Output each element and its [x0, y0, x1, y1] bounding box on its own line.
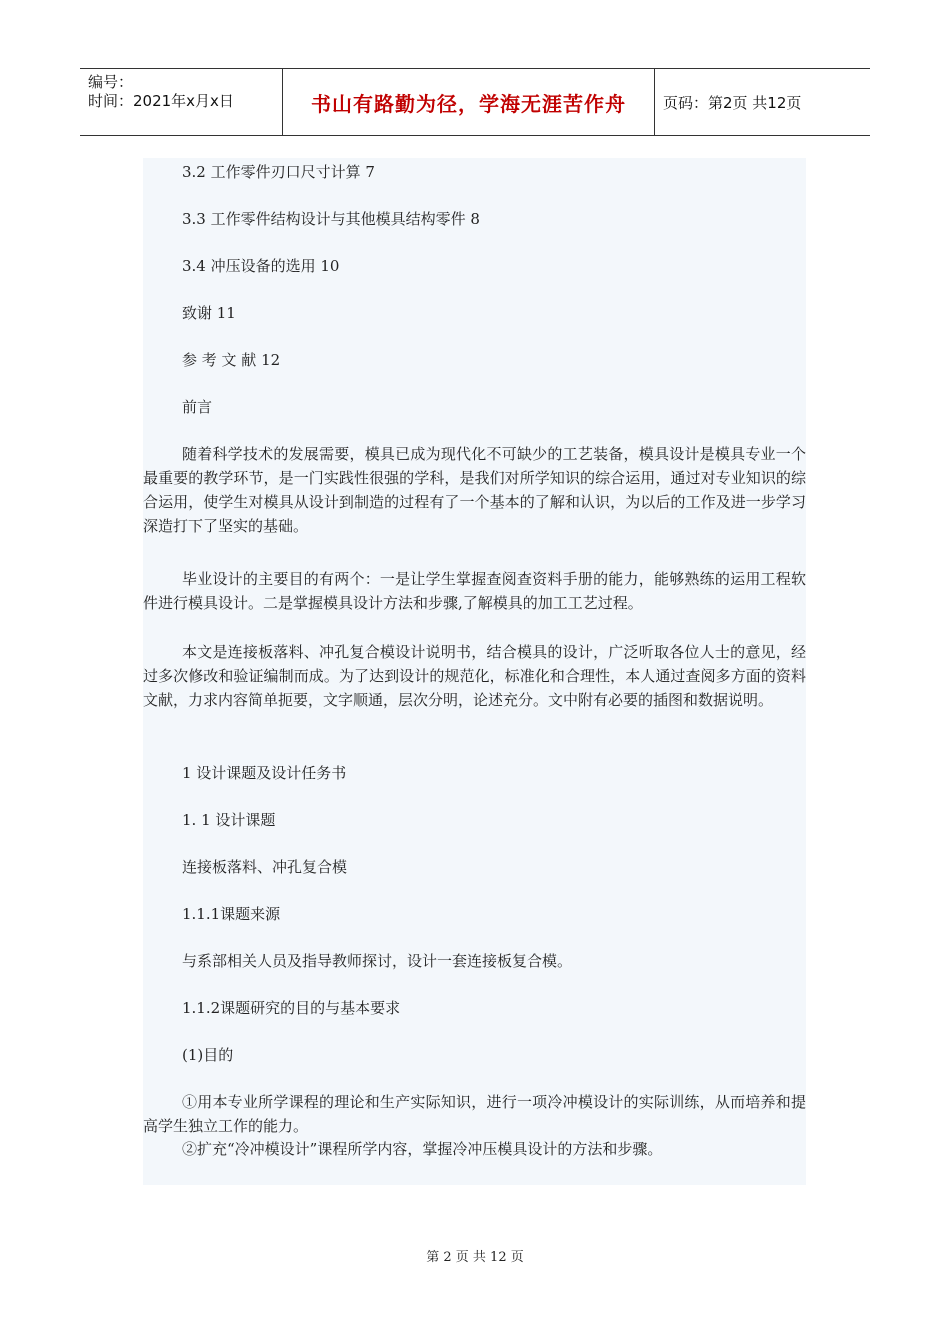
preface-paragraph: 本文是连接板落料、冲孔复合模设计说明书，结合模具的设计，广泛听取各位人士的意见，经过多次修改和验证编制而成。为了达到设计的规范化，标准化和合理性，本人通过查阅多方面的资料文献，力求内容简单扼要，文字顺通，层次分明，论述充分。文中附有必要的插图和数据说明。 [143, 643, 806, 709]
section-heading: 1.1.2课题研究的目的与基本要求 [182, 999, 401, 1017]
section-text: 与系部相关人员及指导教师探讨，设计一套连接板复合模。 [182, 952, 573, 970]
purpose-item: ②扩充“冷冲模设计”课程所学内容，掌握冷冲压模具设计的方法和步骤。 [182, 1140, 663, 1158]
document-time-label: 时间：2021年x月x日 [88, 92, 234, 110]
purpose-item: ①用本专业所学课程的理论和生产实际知识，进行一项冷冲模设计的实际训练，从而培养和提高学生独立工作的能力。 [143, 1093, 806, 1135]
toc-entry: 参 考 文 献 12 [182, 351, 281, 369]
header-page-info: 页码：第2页 共12页 [663, 93, 802, 112]
header-motto: 书山有路勤为径，学海无涯苦作舟 [282, 69, 655, 135]
header-meta [80, 69, 282, 135]
section-text: 连接板落料、冲孔复合模 [182, 858, 348, 876]
document-number-label: 编号： [88, 73, 134, 91]
document-header [80, 68, 870, 136]
section-heading: 1 设计课题及设计任务书 [182, 764, 347, 782]
toc-entry: 致谢 11 [182, 304, 236, 322]
document-body [143, 158, 806, 1185]
section-heading: 1. 1 设计课题 [182, 811, 276, 829]
preface-paragraph: 随着科学技术的发展需要，模具已成为现代化不可缺少的工艺装备，模具设计是模具专业一个最重要的教学环节，是一门实践性很强的学科，是我们对所学知识的综合运用，通过对专业知识的综合运用，使学生对模具从设计到制造的过程有了一个基本的了解和认识，为以后的工作及进一步学习深造打下了坚实的基础。 [143, 445, 806, 535]
purpose-heading: (1)目的 [182, 1046, 234, 1064]
toc-entry: 3.2 工作零件刃口尺寸计算 7 [182, 163, 375, 181]
section-heading: 1.1.1课题来源 [182, 905, 281, 923]
toc-entry: 3.3 工作零件结构设计与其他模具结构零件 8 [182, 210, 480, 228]
preface-paragraph: 毕业设计的主要目的有两个：一是让学生掌握查阅查资料手册的能力，能够熟练的运用工程软件进行模具设计。二是掌握模具设计方法和步骤,了解模具的加工工艺过程。 [143, 570, 806, 612]
preface-heading: 前言 [182, 398, 213, 416]
toc-entry: 3.4 冲压设备的选用 10 [182, 257, 340, 275]
page-footer: 第 2 页 共 12 页 [426, 1250, 524, 1265]
